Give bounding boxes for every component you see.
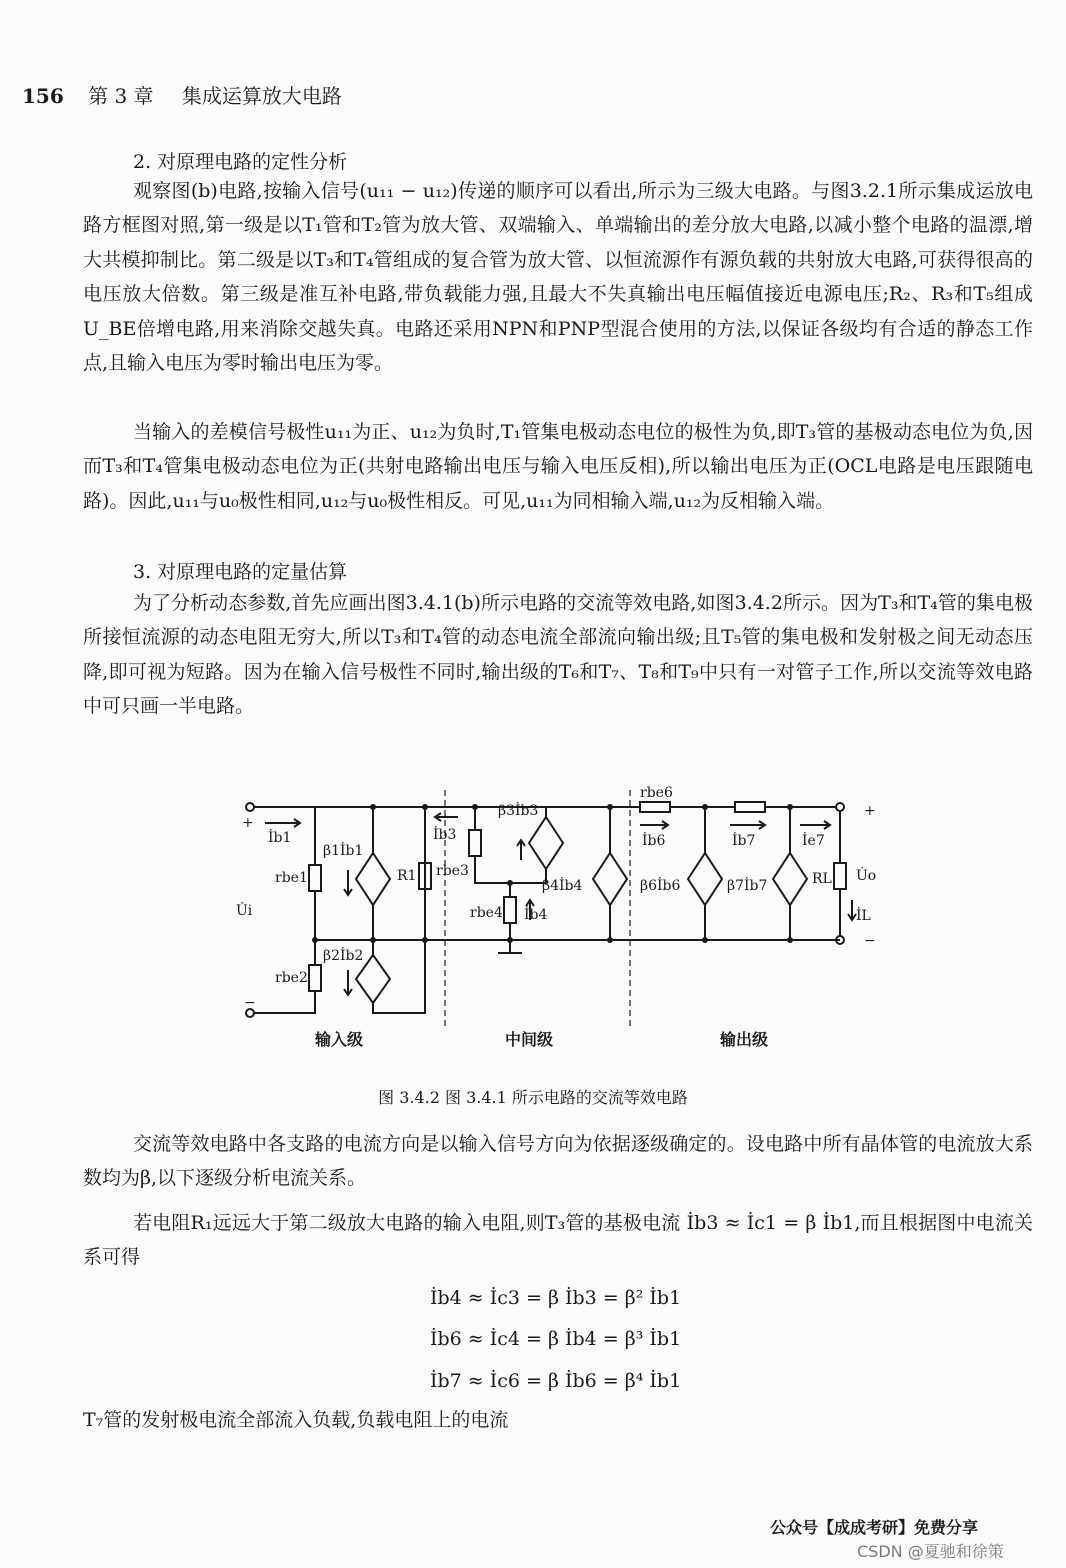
equivalent-circuit-diagram	[230, 775, 880, 1065]
chapter-number: 第 3 章	[88, 84, 154, 108]
label-Ib3: İb3	[433, 827, 457, 843]
label-beta4: β4İb4	[542, 878, 583, 894]
section-2-paragraph-1: 观察图(b)电路,按输入信号(u₁₁ − u₁₂)传递的顺序可以看出,所示为三级大电路。与图3.2.1所示集成运放电路方框图对照,第一级是以T₁管和T₂管为放大管、双端输入、单端输出的差分放大电路,以减小整个电路的温漂,增大共模抑制比。第二级是以T₃和T₄管组成的复合管为放大管、以恒流源作有源负载的共射放大电路,可获得很高的电压放大倍数。第三级是准互补电路,带负载能力强,且最大不失真输出电压幅值接近电源电压;R₂、R₃和T₅组成U_BE倍增电路,用来消除交越失真。电路还采用NPN和PNP型混合使用的方法,以保证各级均有合适的静态工作点,且输入电压为零时输出电压为零。	[83, 180, 1033, 375]
rbe2-resistor	[309, 965, 321, 991]
stage-label-input: 输入级	[315, 1030, 364, 1049]
stage-label-middle: 中间级	[505, 1030, 554, 1049]
label-Uo: U̇o	[856, 868, 877, 884]
label-beta3: β3İb3	[498, 803, 539, 819]
beta7-source	[773, 853, 807, 905]
label-RL: RL	[812, 871, 832, 887]
after-paragraph-1: 交流等效电路中各支路的电流方向是以输入信号方向为依据逐级确定的。设电路中所有晶体管的电流放大系数均为β,以下逐级分析电流关系。	[83, 1133, 1033, 1190]
beta3-source	[529, 817, 563, 869]
page-number: 156	[22, 84, 64, 108]
footer-csdn-watermark: CSDN @夏驰和徐策	[857, 1542, 1004, 1561]
section-2-heading: 2. 对原理电路的定性分析	[133, 151, 348, 173]
label-beta7: β7İb7	[727, 878, 768, 894]
label-beta1: β1İb1	[323, 843, 364, 859]
label-rbe3: rbe3	[436, 863, 469, 879]
label-R1: R1	[397, 868, 417, 884]
label-rbe1: rbe1	[275, 870, 308, 886]
label-plus-out: +	[864, 803, 876, 819]
label-Ib4: İb4	[524, 907, 548, 923]
beta6-source	[688, 853, 722, 905]
rbe7-resistor	[735, 802, 765, 812]
rbe3-resistor	[469, 830, 481, 856]
label-plus-in: +	[242, 815, 254, 831]
label-Ib7: İb7	[732, 833, 756, 849]
chapter-title: 集成运算放大电路	[181, 84, 342, 108]
rbe6-resistor	[640, 802, 670, 812]
label-Ib6: İb6	[642, 833, 666, 849]
label-rbe2: rbe2	[275, 970, 308, 986]
after-paragraph-2: 若电阻R₁远远大于第二级放大电路的输入电阻,则T₃管的基极电流 İb3 ≈ İc1 = β İb1,而且根据图中电流关系可得	[83, 1212, 1033, 1269]
section-2-paragraph-2: 当输入的差模信号极性u₁₁为正、u₁₂为负时,T₁管集电极动态电位的极性为负,即T₃管的基极动态电位为负,因而T₃和T₄管集电极动态电位为正(共射电路输出电压与输入电压反相),所以输出电压为正(OCL电路是电压跟随电路)。因此,u₁₁与u₀极性相同,u₁₂与u₀极性相反。可见,u₁₁为同相输入端,u₁₂为反相输入端。	[83, 421, 1033, 512]
output-plus-terminal	[836, 803, 844, 811]
rbe1-resistor	[309, 865, 321, 891]
input-plus-terminal	[246, 803, 254, 811]
circuit-figure	[230, 775, 880, 1069]
equation-3: İb7 ≈ İc6 = β İb6 = β⁴ İb1	[430, 1370, 682, 1392]
label-Ib1: İb1	[268, 830, 292, 846]
label-Ui: U̇i	[236, 903, 253, 919]
RL-resistor	[834, 863, 846, 889]
beta4-source	[593, 853, 627, 905]
page-header	[22, 80, 342, 109]
beta1-source	[356, 853, 390, 905]
after-paragraph-3: T₇管的发射极电流全部流入负载,负载电阻上的电流	[83, 1409, 509, 1431]
figure-caption: 图 3.4.2 图 3.4.1 所示电路的交流等效电路	[378, 1088, 688, 1107]
stage-label-output: 输出级	[720, 1030, 769, 1049]
label-rbe4: rbe4	[470, 905, 503, 921]
equation-2: İb6 ≈ İc4 = β İb4 = β³ İb1	[430, 1328, 682, 1350]
section-3-paragraph-1: 为了分析动态参数,首先应画出图3.4.1(b)所示电路的交流等效电路,如图3.4.2所示。因为T₃和T₄管的集电极所接恒流源的动态电阻无穷大,所以T₃和T₄管的动态电流全部流向输出级;且T₅管的集电极和发射极之间无动态压降,即可视为短路。因为在输入信号极性不同时,输出级的T₆和T₇、T₈和T₉中只有一对管子工作,所以交流等效电路中可只画一半电路。	[83, 592, 1033, 718]
section-3-heading: 3. 对原理电路的定量估算	[133, 561, 348, 583]
equation-1: İb4 ≈ İc3 = β İb3 = β² İb1	[430, 1287, 682, 1309]
label-beta2: β2İb2	[323, 948, 364, 964]
rbe4-resistor	[504, 897, 516, 923]
label-IL: İL	[856, 908, 871, 924]
label-beta6: β6İb6	[640, 878, 681, 894]
label-minus-in: −	[244, 995, 256, 1011]
label-minus-out: −	[864, 933, 876, 949]
label-Ie7: İe7	[802, 833, 825, 849]
footer-share-text: 公众号【成成考研】免费分享	[770, 1518, 979, 1537]
label-rbe6: rbe6	[640, 785, 673, 801]
